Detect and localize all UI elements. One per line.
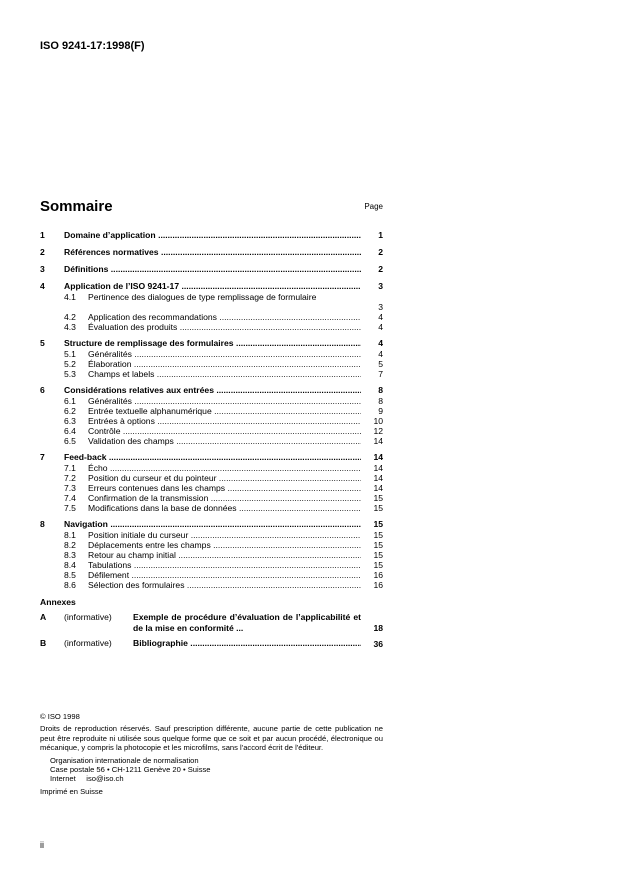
toc-subsection-page: 16 <box>373 570 383 580</box>
toc-annex-kind: (informative) <box>64 638 112 648</box>
toc-subsection-number: 8.2 <box>64 540 76 550</box>
toc-subsection-title: Élaboration ..... <box>88 359 361 369</box>
toc-subsection-title: Validation des champs ..... <box>88 436 361 446</box>
toc-subsection-title: Confirmation de la transmission ..... <box>88 493 361 503</box>
toc-subsection-title: Position du curseur et du pointeur ..... <box>88 473 361 483</box>
toc-annex-letter: A <box>40 612 47 622</box>
toc-subsection-number: 6.4 <box>64 426 76 436</box>
toc-section-page: 1 <box>378 230 383 240</box>
toc-subsection-page: 15 <box>373 503 383 513</box>
toc-subsection-7-2[interactable] <box>40 473 383 483</box>
toc-subsection-page: 15 <box>373 540 383 550</box>
toc-subsection-number: 4.2 <box>64 312 76 322</box>
toc-subsection-6-5[interactable] <box>40 436 383 446</box>
toc-subsection-title: Position initiale du curseur ..... <box>88 530 361 540</box>
toc-title: Sommaire <box>40 198 113 215</box>
toc-subsection-7-3[interactable] <box>40 483 383 493</box>
toc-section-5[interactable] <box>40 338 383 349</box>
toc-section-8[interactable] <box>40 519 383 530</box>
toc-subsection-number: 5.3 <box>64 369 76 379</box>
toc-subsection-number: 4.1 <box>64 292 76 302</box>
toc-annex-letter: B <box>40 638 47 648</box>
toc-subsection-page: 14 <box>373 436 383 446</box>
toc-section-number: 8 <box>40 519 45 529</box>
toc-section-page: 15 <box>373 519 383 529</box>
document-id: ISO 9241-17:1998(F) <box>40 40 145 52</box>
toc-section-number: 7 <box>40 452 45 462</box>
toc-section-number: 6 <box>40 385 45 395</box>
copyright-internet: Internet iso@iso.ch <box>50 774 124 784</box>
toc-section-number: 1 <box>40 230 45 240</box>
table-of-contents <box>40 230 383 650</box>
toc-section-page: 2 <box>378 247 383 257</box>
toc-subsection-8-3[interactable] <box>40 550 383 560</box>
toc-subsection-5-2[interactable] <box>40 359 383 369</box>
toc-subsection-7-5[interactable] <box>40 503 383 513</box>
toc-subsection-title: Généralités ..... <box>88 349 361 359</box>
toc-subsection-page: 7 <box>378 369 383 379</box>
toc-section-7[interactable] <box>40 452 383 463</box>
toc-section-page: 14 <box>373 452 383 462</box>
toc-section-page: 8 <box>378 385 383 395</box>
toc-subsection-page: 4 <box>378 322 383 332</box>
toc-subsection-8-2[interactable] <box>40 540 383 550</box>
toc-subsection-8-1[interactable] <box>40 530 383 540</box>
toc-section-2[interactable] <box>40 247 383 258</box>
toc-subsection-number: 5.2 <box>64 359 76 369</box>
toc-section-4[interactable] <box>40 281 383 292</box>
copyright-org: Organisation internationale de normalisation <box>50 755 199 765</box>
copyright-block <box>40 712 383 796</box>
toc-annex-title: Bibliographie ..... <box>133 638 361 649</box>
toc-subsection-page: 15 <box>373 530 383 540</box>
toc-subsection-page: 14 <box>373 483 383 493</box>
toc-subsection-6-3[interactable] <box>40 416 383 426</box>
toc-subsection-number: 8.5 <box>64 570 76 580</box>
toc-subsection-number: 7.1 <box>64 463 76 473</box>
toc-subsection-8-6[interactable] <box>40 580 383 590</box>
toc-subsection-5-1[interactable] <box>40 349 383 359</box>
toc-subsection-number: 7.4 <box>64 493 76 503</box>
toc-section-number: 3 <box>40 264 45 274</box>
toc-subsection-title: Sélection des formulaires ..... <box>88 580 361 590</box>
toc-subsection-7-4[interactable] <box>40 493 383 503</box>
toc-subsection-5-3[interactable] <box>40 369 383 379</box>
toc-section-number: 4 <box>40 281 45 291</box>
toc-section-1[interactable] <box>40 230 383 241</box>
toc-section-6[interactable] <box>40 385 383 396</box>
toc-section-number: 5 <box>40 338 45 348</box>
copyright-rights: Droits de reproduction réservés. Sauf prescription différente, aucune partie de cette publication ne peut être reproduite ni utilisée sous quelque forme que ce soit et par aucun procédé, électronique ou mécanique, y compris la photocopie et les microfilms, sans l'accord écrit de l'éditeur. <box>40 724 383 753</box>
toc-subsection-page: 14 <box>373 473 383 483</box>
toc-subsection-page: 10 <box>373 416 383 426</box>
toc-subsection-title: Déplacements entre les champs ..... <box>88 540 361 550</box>
toc-section-title: Structure de remplissage des formulaires ..... <box>64 338 361 349</box>
toc-section-page: 2 <box>378 264 383 274</box>
toc-section-title: Application de l’ISO 9241-17 ..... <box>64 281 361 292</box>
toc-subsection-number: 8.4 <box>64 560 76 570</box>
toc-subsection-page: 9 <box>378 406 383 416</box>
toc-section-number: 2 <box>40 247 45 257</box>
toc-subsection-number: 5.1 <box>64 349 76 359</box>
toc-annex-kind: (informative) <box>64 612 112 622</box>
toc-subsection-4-3[interactable] <box>40 322 383 332</box>
toc-subsection-6-2[interactable] <box>40 406 383 416</box>
toc-annex-b[interactable] <box>40 638 383 650</box>
toc-subsection-number: 8.6 <box>64 580 76 590</box>
toc-subsection-title: Erreurs contenues dans les champs ..... <box>88 483 361 493</box>
toc-subsection-number: 6.2 <box>64 406 76 416</box>
toc-subsection-title: Entrée textuelle alphanumérique ..... <box>88 406 361 416</box>
toc-subsection-number: 6.1 <box>64 396 76 406</box>
toc-section-title: Navigation ..... <box>64 519 361 530</box>
toc-subsection-6-1[interactable] <box>40 396 383 406</box>
toc-subsection-page: 3 <box>378 302 383 312</box>
toc-subsection-title: Application des recommandations ..... <box>88 312 361 322</box>
toc-subsection-title: Tabulations ..... <box>88 560 361 570</box>
annexes-heading: Annexes <box>40 597 76 607</box>
toc-subsection-page: 15 <box>373 560 383 570</box>
toc-subsection-4-2[interactable] <box>40 312 383 322</box>
toc-section-title: Feed-back ..... <box>64 452 361 463</box>
toc-subsection-number: 8.1 <box>64 530 76 540</box>
toc-subsection-7-1[interactable] <box>40 463 383 473</box>
toc-section-page: 3 <box>378 281 383 291</box>
page-number: ii <box>40 840 44 850</box>
toc-subsection-page: 12 <box>373 426 383 436</box>
toc-subsection-page: 16 <box>373 580 383 590</box>
toc-subsection-title: Écho ..... <box>88 463 361 473</box>
toc-subsection-title: Retour au champ initial ..... <box>88 550 361 560</box>
toc-subsection-8-4[interactable] <box>40 560 383 570</box>
toc-subsection-page: 8 <box>378 396 383 406</box>
toc-subsection-title: Défilement ..... <box>88 570 361 580</box>
toc-subsection-page: 4 <box>378 349 383 359</box>
toc-section-3[interactable] <box>40 264 383 275</box>
toc-subsection-page: 4 <box>378 312 383 322</box>
toc-subsection-number: 7.2 <box>64 473 76 483</box>
toc-subsection-page: 15 <box>373 550 383 560</box>
toc-subsection-page: 14 <box>373 463 383 473</box>
toc-subsection-title: Champs et labels ..... <box>88 369 361 379</box>
toc-subsection-title: Contrôle ..... <box>88 426 361 436</box>
toc-section-title: Définitions ..... <box>64 264 361 275</box>
toc-section-title: Considérations relatives aux entrées ..... <box>64 385 361 396</box>
toc-annex-a[interactable] <box>40 612 383 634</box>
toc-subsection-page: 15 <box>373 493 383 503</box>
toc-subsection-number: 4.3 <box>64 322 76 332</box>
copyright-line: © ISO 1998 <box>40 712 80 721</box>
copyright-address: Case postale 56 • CH-1211 Genève 20 • Suisse <box>50 765 211 775</box>
toc-page-label: Page <box>364 202 383 211</box>
toc-annex-page: 18 <box>373 623 383 633</box>
toc-subsection-number: 7.3 <box>64 483 76 493</box>
toc-subsection-title: Évaluation des produits ..... <box>88 322 361 332</box>
toc-annex-page: 36 <box>373 639 383 649</box>
toc-section-title: Domaine d’application ..... <box>64 230 361 241</box>
toc-annex-title: Exemple de procédure d’évaluation de l’applicabilité et de la mise en conformité ... <box>133 612 361 633</box>
toc-subsection-title: Pertinence des dialogues de type remplissage de formulaire <box>88 292 317 302</box>
toc-subsection-number: 8.3 <box>64 550 76 560</box>
toc-section-title: Références normatives ..... <box>64 247 361 258</box>
toc-subsection-8-5[interactable] <box>40 570 383 580</box>
toc-subsection-6-4[interactable] <box>40 426 383 436</box>
toc-subsection-4-1[interactable] <box>40 292 383 312</box>
toc-subsection-number: 6.3 <box>64 416 76 426</box>
toc-section-page: 4 <box>378 338 383 348</box>
toc-subsection-title: Généralités ..... <box>88 396 361 406</box>
toc-subsection-title: Entrées à options ..... <box>88 416 361 426</box>
toc-subsection-title: Modifications dans la base de données ..... <box>88 503 361 513</box>
copyright-printed: Imprimé en Suisse <box>40 786 103 796</box>
toc-subsection-page: 5 <box>378 359 383 369</box>
toc-subsection-number: 7.5 <box>64 503 76 513</box>
toc-subsection-number: 6.5 <box>64 436 76 446</box>
